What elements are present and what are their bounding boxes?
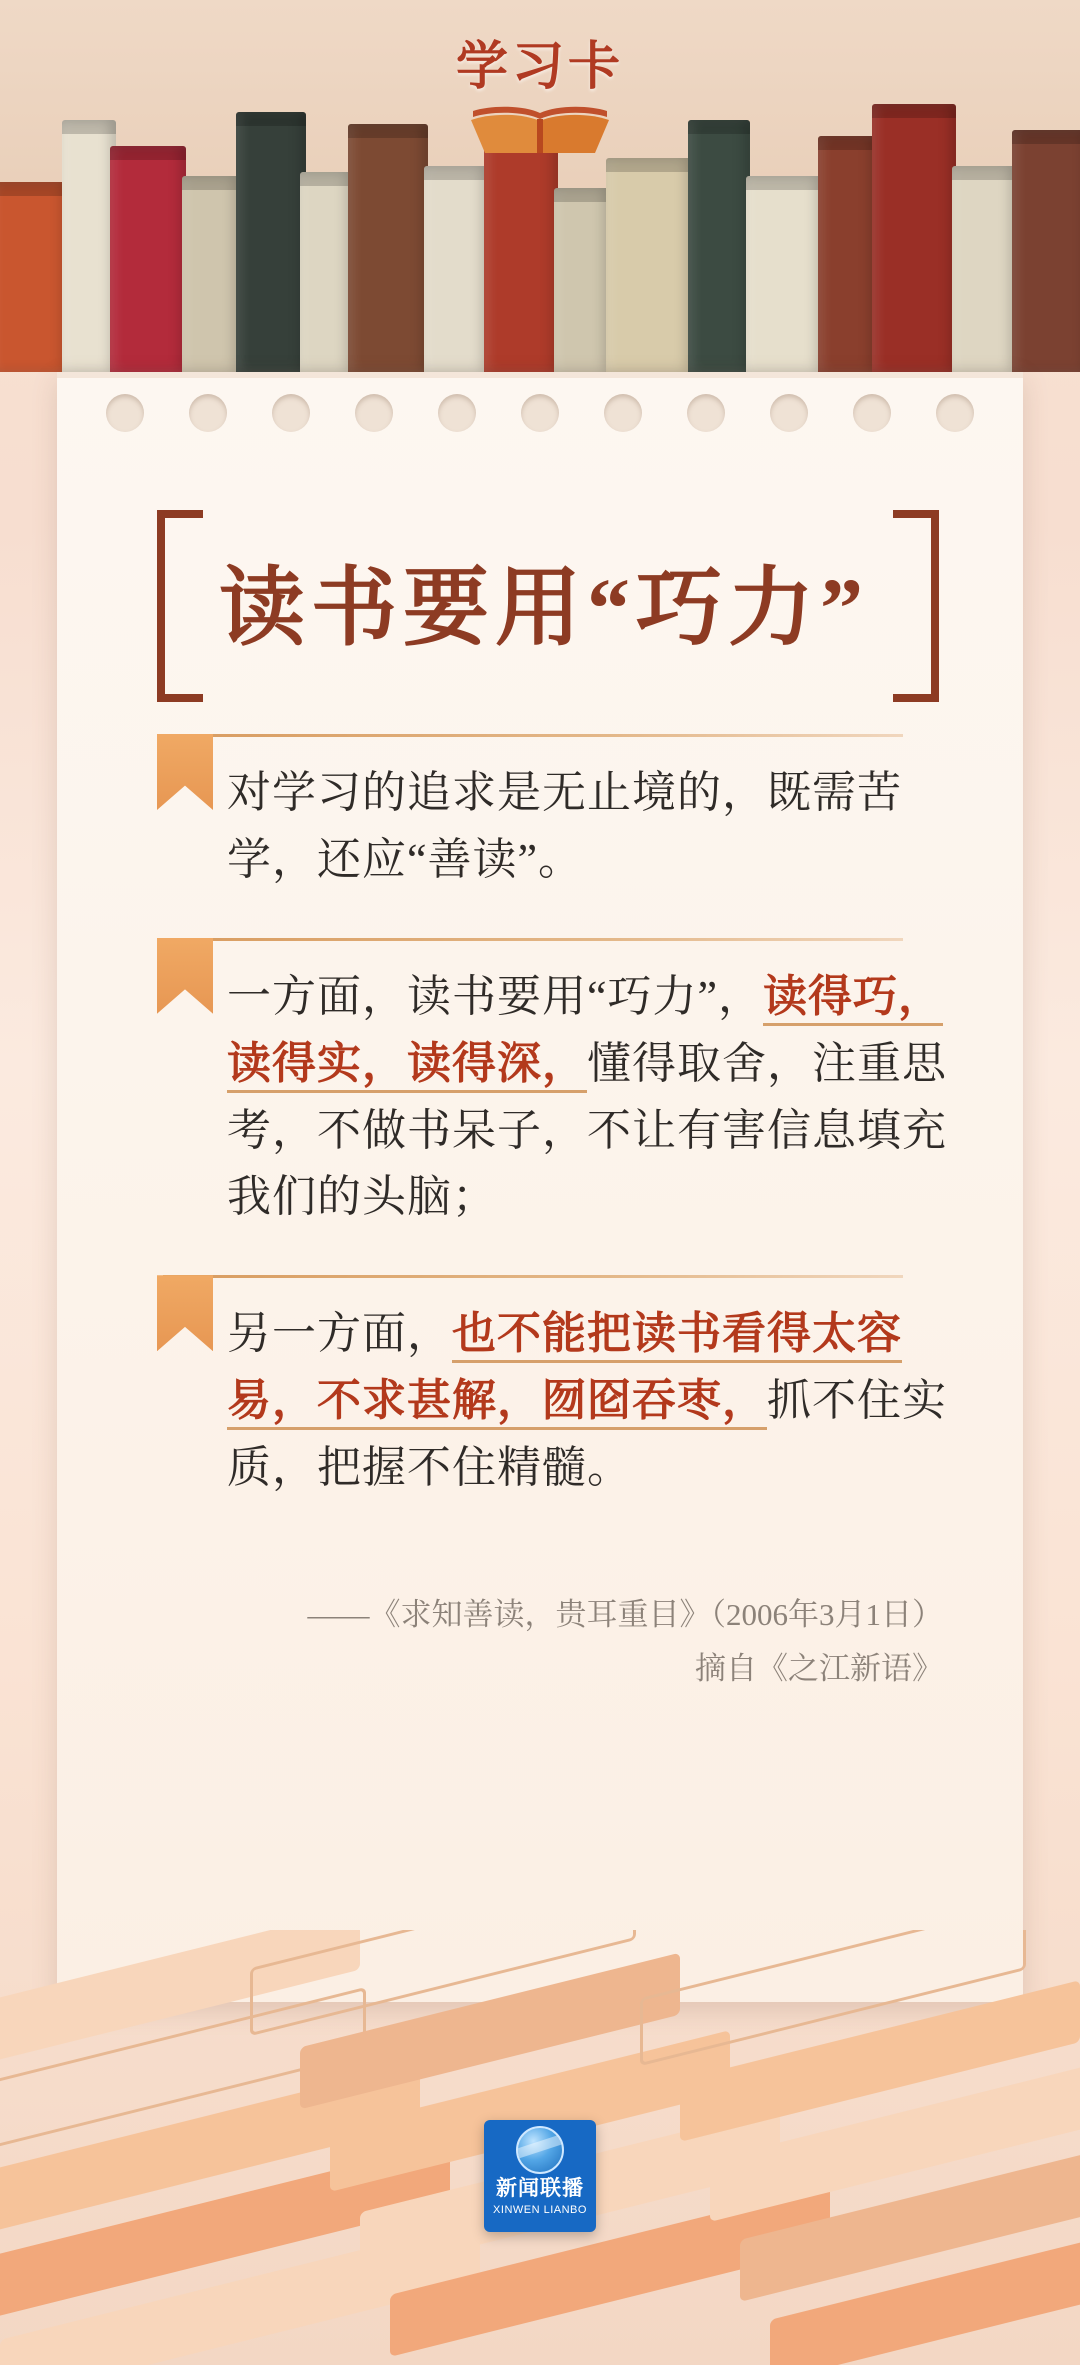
bracket-left-decor: [157, 510, 203, 702]
quote-paragraph-2: [135, 964, 953, 1232]
quote-paragraph-1: [135, 760, 953, 894]
brand-logo: [435, 24, 645, 157]
bracket-right-decor: [893, 510, 939, 702]
punch-hole: [438, 394, 476, 432]
quote-paragraph-3: [135, 1301, 953, 1502]
ribbon-marker-icon: [157, 938, 213, 1014]
paragraph-3-text: [227, 1301, 953, 1502]
source-attribution: [135, 1588, 953, 1697]
brand-logo-text: 学习卡: [455, 39, 624, 96]
text-segment: 另一方面，: [227, 1309, 452, 1359]
channel-badge: [484, 2120, 596, 2232]
paragraph-rule: [163, 734, 903, 737]
source-line-2: 摘自《之江新语》: [695, 1651, 943, 1687]
open-book-icon: [465, 103, 615, 157]
globe-icon: [516, 2126, 564, 2174]
punch-hole: [770, 394, 808, 432]
punch-hole: [355, 394, 393, 432]
quote-card: [57, 372, 1023, 2002]
paragraph-1-text: [227, 760, 953, 894]
highlight-segment: 也不能把读书看得太容易，不求甚解，囫囵吞枣，: [227, 1309, 902, 1430]
text-segment: 懂得取舍，注重思考，不做书呆子，不让有害信息填充我们的头脑；: [227, 1038, 947, 1222]
punch-holes-row: [57, 390, 1023, 436]
punch-hole: [604, 394, 642, 432]
source-line-1: ——《求知善读，贵耳重目》（2006年3月1日）: [307, 1596, 943, 1632]
page-title: [135, 510, 953, 690]
ribbon-marker-icon: [157, 734, 213, 810]
punch-hole: [687, 394, 725, 432]
punch-hole: [521, 394, 559, 432]
punch-hole: [936, 394, 974, 432]
punch-hole: [106, 394, 144, 432]
ribbon-marker-icon: [157, 1275, 213, 1351]
text-segment: 对学习的追求是无止境的，既需苦学，还应“善读”。: [227, 768, 902, 884]
channel-name-cn: 新闻联播: [496, 2176, 584, 2200]
punch-hole: [272, 394, 310, 432]
page-title-text: 读书要用“巧力”: [219, 560, 869, 656]
punch-hole: [189, 394, 227, 432]
highlight-segment: 读得巧，读得实，读得深，: [227, 972, 943, 1093]
text-segment: 抓不住实质，把握不住精髓。: [227, 1376, 947, 1492]
text-segment: 一方面，读书要用“巧力”，: [227, 971, 764, 1021]
paragraph-rule: [163, 1275, 903, 1278]
paragraph-rule: [163, 938, 903, 941]
channel-name-en: XINWEN LIANBO: [493, 2204, 587, 2217]
punch-hole: [853, 394, 891, 432]
paragraph-2-text: [227, 964, 953, 1232]
